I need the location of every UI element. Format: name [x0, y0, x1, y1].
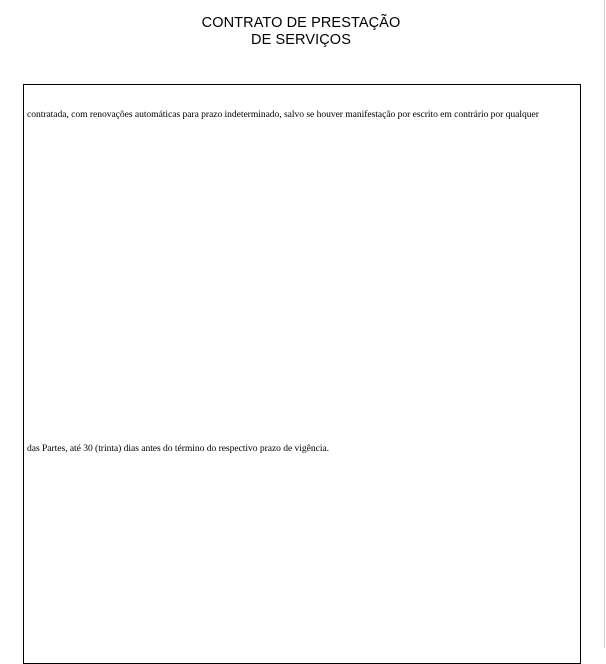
page-right-edge — [604, 0, 605, 648]
contract-paragraph-2: das Partes, até 30 (trinta) dias antes do término do respectivo prazo de vigência. — [27, 443, 329, 454]
document-title-line-1: CONTRATO DE PRESTAÇÃO — [201, 15, 401, 31]
document-title — [0, 15, 602, 49]
contract-paragraph-1: contratada, com renovações automáticas para prazo indeterminado, salvo se houver manifestação por escrito em contrário por qualquer — [27, 109, 539, 120]
document-title-line-2: DE SERVIÇOS — [251, 32, 351, 48]
contract-text-box — [23, 84, 581, 664]
